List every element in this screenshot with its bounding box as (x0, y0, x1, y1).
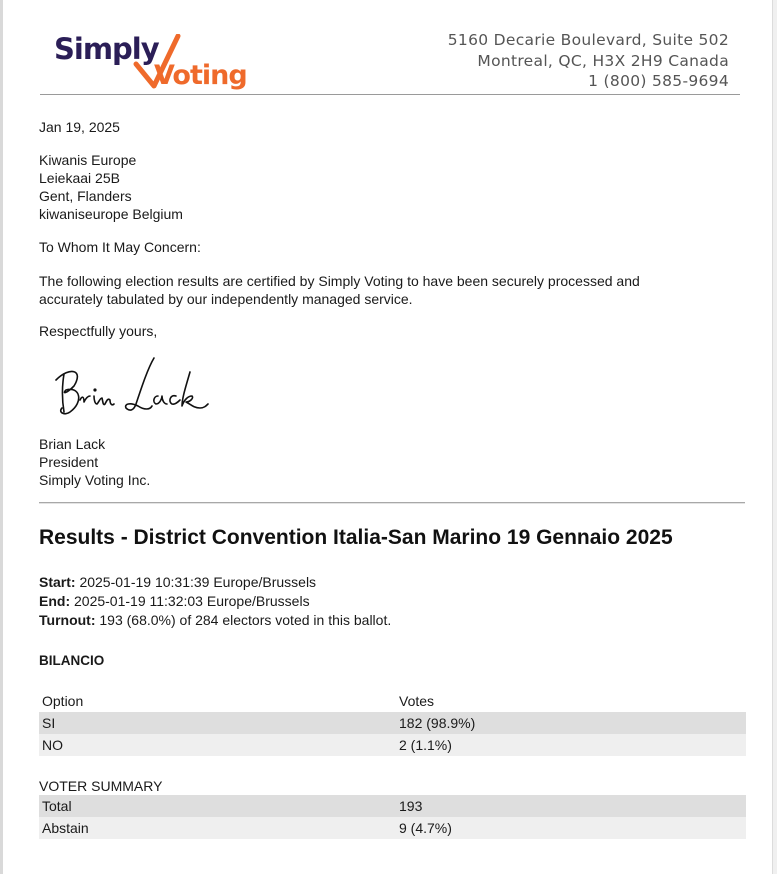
header-votes: Votes (399, 693, 435, 709)
address-line: 5160 Decarie Boulevard, Suite 502 (447, 31, 729, 49)
section-divider (39, 502, 745, 504)
voter-summary-title: VOTER SUMMARY (39, 778, 163, 794)
recipient-line: Leiekaai 25B (39, 170, 120, 186)
start-line (39, 573, 391, 592)
header-option: Option (42, 693, 84, 709)
table-row (39, 712, 746, 734)
table-row (39, 795, 746, 817)
summary-value: 193 (396, 795, 746, 817)
simply-voting-logo (54, 32, 247, 96)
start-value: 2025-01-19 10:31:39 Europe/Brussels (79, 574, 317, 590)
table-row (39, 817, 746, 839)
end-value: 2025-01-19 11:32:03 Europe/Brussels (74, 593, 310, 609)
signer-title: President (39, 454, 99, 470)
recipient-line: Kiwanis Europe (39, 152, 137, 168)
letter-date: Jan 19, 2025 (39, 119, 120, 135)
turnout-label: Turnout: (39, 612, 96, 628)
turnout-line (39, 611, 391, 630)
votes-cell: 182 (98.9%) (396, 712, 746, 734)
votes-cell: 2 (1.1%) (396, 734, 746, 756)
results-title: Results - District Convention Italia-San Marino 19 Gennaio 2025 (39, 526, 673, 549)
recipient-line: kiwaniseurope Belgium (39, 206, 183, 222)
address-line: Montreal, QC, H3X 2H9 Canada (477, 51, 729, 70)
results-table (39, 690, 746, 756)
summary-label: Abstain (39, 817, 396, 839)
start-label: Start: (39, 574, 76, 590)
ballot-meta (39, 573, 391, 630)
option-cell: SI (39, 712, 396, 734)
signer-block (39, 435, 150, 489)
phone-line: 1 (800) 585-9694 (588, 72, 729, 90)
logo-word-simply: Simply (54, 32, 159, 66)
handwritten-signature (50, 352, 210, 424)
certification-text (39, 272, 739, 308)
voter-summary-table (39, 795, 746, 839)
table-header-row (39, 690, 746, 712)
signer-company: Simply Voting Inc. (39, 472, 151, 488)
closing: Respectfully yours, (39, 323, 158, 339)
end-label: End: (39, 593, 71, 609)
logo-word-voting: Voting (154, 60, 247, 91)
page-left-edge (0, 0, 3, 874)
signer-name: Brian Lack (39, 436, 106, 452)
end-line (39, 592, 391, 611)
table-row (39, 734, 746, 756)
letterhead (0, 0, 777, 100)
header-divider (40, 94, 740, 95)
certification-line: accurately tabulated by our independently managed service. (39, 291, 413, 307)
question-title: BILANCIO (39, 653, 105, 668)
option-cell: NO (39, 734, 396, 756)
turnout-value: 193 (68.0%) of 284 electors voted in this ballot. (99, 612, 392, 628)
certification-line: The following election results are certified by Simply Voting to have been securely processed and (39, 273, 640, 289)
page-right-edge (772, 0, 777, 874)
recipient-line: Gent, Flanders (39, 188, 132, 204)
company-address (448, 30, 729, 92)
summary-value: 9 (4.7%) (396, 817, 746, 839)
summary-label: Total (39, 795, 396, 817)
salutation: To Whom It May Concern: (39, 239, 201, 255)
recipient-address (39, 151, 183, 223)
